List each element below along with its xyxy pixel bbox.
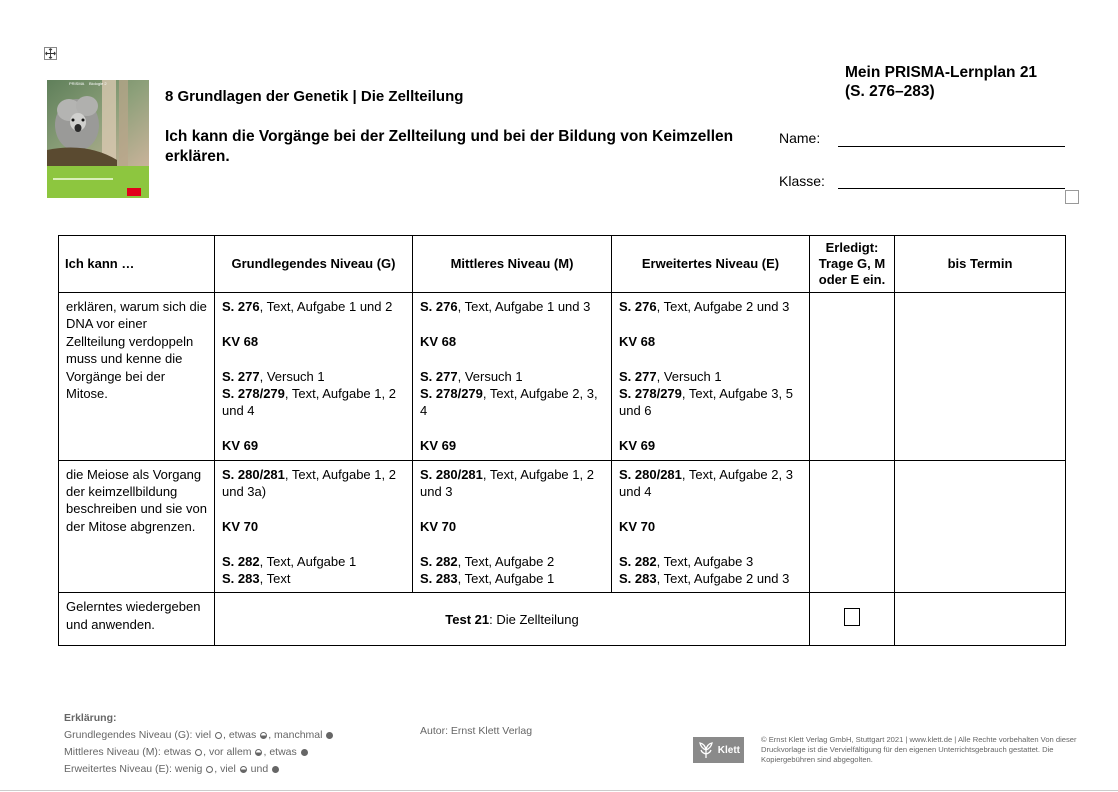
row2-erledigt-cell[interactable] [810, 460, 895, 593]
row3-test: Test 21: Die Zellteilung [215, 593, 810, 646]
legend-m: Mittleres Niveau (M): etwas , vor allem , etwas [64, 744, 334, 761]
page-edge-divider [0, 790, 1118, 791]
row3-erledigt-cell [810, 593, 895, 646]
copyright-note: © Ernst Klett Verlag GmbH, Stuttgart 2021 | www.klett.de | Alle Rechte vorbehalten Von dieser Druckvorlage ist die Vervielfältigung für den eigenen Unterrichtsgebrauch gestattet. Die Kopiergebühren sind abgegolten. [761, 735, 1077, 764]
circle-half-icon [260, 732, 267, 739]
row1-task-g: S. 276, Text, Aufgabe 1 und 2 KV 68 S. 277, Versuch 1 S. 278/279, Text, Aufgabe 1, 2 und 4 KV 69 [215, 293, 413, 461]
lernplan-table [58, 235, 1066, 646]
author-note: Autor: Ernst Klett Verlag [420, 725, 533, 737]
name-label: Name: [779, 130, 821, 146]
table-row [59, 293, 1066, 461]
corner-checkbox[interactable] [1065, 190, 1079, 204]
move-handle-icon[interactable] [44, 47, 57, 60]
name-field[interactable] [838, 146, 1065, 147]
row3-goal: Gelerntes wiedergeben und anwenden. [59, 593, 215, 646]
row1-goal: erklären, warum sich die DNA vor einer Zellteilung verdoppeln muss und kenne die Vorgänge bei der Mitose. [59, 293, 215, 461]
plan-title-line1: Mein PRISMA-Lernplan 21 [845, 64, 1038, 81]
row2-task-e: S. 280/281, Text, Aufgabe 2, 3 und 4 KV 70 S. 282, Text, Aufgabe 3 S. 283, Text, Aufgabe 2 und 3 [612, 460, 810, 593]
plan-page-range: (S. 276–283) [845, 83, 935, 100]
svg-text:PRISMA: PRISMA [69, 81, 85, 86]
row2-task-m: S. 280/281, Text, Aufgabe 1, 2 und 3 KV 70 S. 282, Text, Aufgabe 2 S. 283, Text, Aufgabe 1 [413, 460, 612, 593]
klett-leaf-icon [697, 741, 715, 759]
header-ich-kann: Ich kann … [59, 236, 215, 293]
circle-empty-icon [215, 732, 222, 739]
row1-task-e: S. 276, Text, Aufgabe 2 und 3 KV 68 S. 277, Versuch 1 S. 278/279, Text, Aufgabe 3, 5 und 6 KV 69 [612, 293, 810, 461]
row2-task-g: S. 280/281, Text, Aufgabe 1, 2 und 3a) KV 70 S. 282, Text, Aufgabe 1 S. 283, Text [215, 460, 413, 593]
circle-half-icon [255, 749, 262, 756]
class-label: Klasse: [779, 173, 825, 189]
header-niveau-e: Erweitertes Niveau (E) [612, 236, 810, 293]
test-done-checkbox[interactable] [844, 608, 860, 626]
header-niveau-m: Mittleres Niveau (M) [413, 236, 612, 293]
chapter-title: 8 Grundlagen der Genetik | Die Zellteilung [165, 88, 464, 105]
circle-full-icon [326, 732, 333, 739]
row1-erledigt-cell[interactable] [810, 293, 895, 461]
row2-goal: die Meiose als Vorgang der keimzellbildung beschreiben und sie von der Mitose abgrenzen. [59, 460, 215, 593]
circle-empty-icon [195, 749, 202, 756]
legend [64, 710, 334, 778]
class-field[interactable] [838, 188, 1065, 189]
klett-logo: Klett [693, 737, 744, 763]
header-bis-termin: bis Termin [895, 236, 1066, 293]
table-header-row [59, 236, 1066, 293]
row2-termin-cell[interactable] [895, 460, 1066, 593]
svg-text:Biologie 2: Biologie 2 [89, 81, 107, 86]
row3-termin-cell[interactable] [895, 593, 1066, 646]
plan-title [845, 63, 1037, 101]
move-arrows-icon [45, 48, 56, 59]
table-row [59, 460, 1066, 593]
table-row [59, 593, 1066, 646]
learning-goal: Ich kann die Vorgänge bei der Zellteilung und bei der Bildung von Keimzellen erklären. [165, 128, 734, 165]
circle-full-icon [301, 749, 308, 756]
circle-empty-icon [206, 766, 213, 773]
row1-termin-cell[interactable] [895, 293, 1066, 461]
legend-g: Grundlegendes Niveau (G): viel , etwas , manchmal [64, 727, 334, 744]
row1-task-m: S. 276, Text, Aufgabe 1 und 3 KV 68 S. 277, Versuch 1 S. 278/279, Text, Aufgabe 2, 3, 4 KV 69 [413, 293, 612, 461]
circle-full-icon [272, 766, 279, 773]
header-erledigt: Erledigt: Trage G, M oder E ein. [810, 236, 895, 293]
circle-half-icon [240, 766, 247, 773]
book-cover-image [47, 80, 149, 198]
header-niveau-g: Grundlegendes Niveau (G) [215, 236, 413, 293]
legend-e: Erweitertes Niveau (E): wenig , viel und [64, 761, 334, 778]
legend-title: Erklärung: [64, 712, 117, 724]
